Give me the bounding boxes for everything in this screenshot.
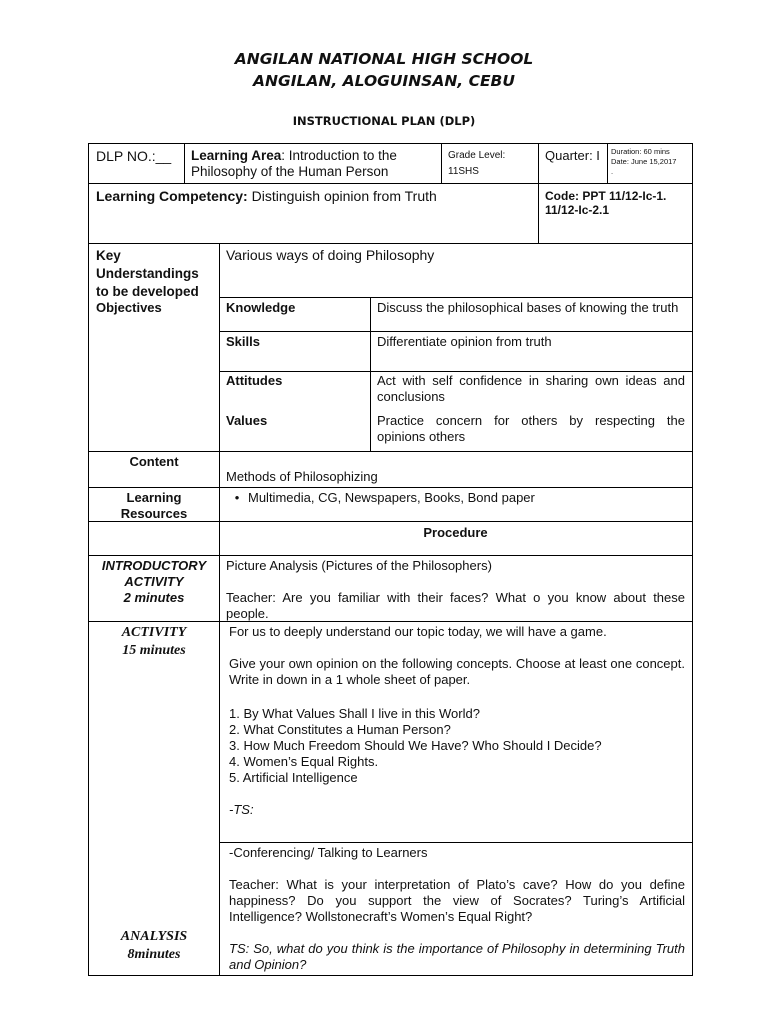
learning-area-label: Learning Area xyxy=(191,148,282,163)
objective-text-knowledge: Discuss the philosophical bases of knowing the truth xyxy=(377,300,679,315)
resources-value xyxy=(219,488,692,508)
introductory-line1: Picture Analysis (Pictures of the Philosophers) xyxy=(226,558,492,573)
plan-title: INSTRUCTIONAL PLAN (DLP) xyxy=(292,114,476,128)
analysis-line1: -Conferencing/ Talking to Learners xyxy=(229,845,428,860)
analysis-line2: Teacher: What is your interpretation of Plato’s cave? How do you define happiness? Do you support the view of Socrates? Turing’s Artificial Intelligence? Wollstonecraft’s Women’s Equal Right? xyxy=(229,877,685,924)
content-label: Content xyxy=(129,454,179,469)
duration-date xyxy=(607,146,692,178)
dlp-table xyxy=(88,143,693,976)
objective-domain-values: Values xyxy=(226,413,268,428)
learning-area-value: : Introduction to the Philosophy of the Human Person xyxy=(191,148,397,179)
activity-ts: -TS: xyxy=(229,802,254,817)
activity-questions xyxy=(229,706,685,786)
introductory-line2: Teacher: Are you familiar with their faces? What o you know about these people. xyxy=(226,590,685,621)
introductory-title: INTRODUCTORY ACTIVITY xyxy=(101,558,207,589)
objective-text-values: Practice concern for others by respecting the opinions others xyxy=(377,413,685,444)
objective-text-skills: Differentiate opinion from truth xyxy=(377,334,552,349)
activity-body xyxy=(222,622,692,820)
list-item: 2. What Constitutes a Human Person? xyxy=(229,722,451,737)
competency-value: Distinguish opinion from Truth xyxy=(247,188,437,204)
learning-area xyxy=(184,146,441,182)
grade-level-label: Grade Level: xyxy=(448,150,506,161)
list-item: 4. Women’s Equal Rights. xyxy=(229,754,379,769)
activity-instruction: Give your own opinion on the following concepts. Choose at least one concept. Write in down in a 1 whole sheet of paper. xyxy=(229,656,685,687)
objective-text-attitudes: Act with self confidence in sharing own ideas and conclusions xyxy=(377,373,685,404)
grade-level-value: 11SHS xyxy=(448,166,479,177)
resources-label: Learning Resources xyxy=(120,490,188,521)
duration: Duration: 60 mins xyxy=(611,147,670,156)
date: Date: June 15,2017 xyxy=(611,157,677,166)
resources-text: Multimedia, CG, Newspapers, Books, Bond paper xyxy=(248,490,535,505)
competency-code: Code: PPT 11/12-Ic-1. 11/12-Ic-2.1 xyxy=(545,189,667,217)
introductory-body xyxy=(219,556,692,624)
school-address: ANGILAN, ALOGUINSAN, CEBU xyxy=(253,72,515,90)
introductory-time: 2 minutes xyxy=(123,590,185,605)
dlp-number: DLP NO.:__ xyxy=(96,148,172,164)
grade-level xyxy=(441,147,538,181)
analysis-time: 8minutes xyxy=(127,947,181,962)
key-understandings-value: Various ways of doing Philosophy xyxy=(226,247,435,263)
learning-competency xyxy=(89,186,538,206)
key-understandings-label: Key Understandings to be developed xyxy=(96,248,199,299)
analysis-line3: TS: So, what do you think is the importance of Philosophy in determining Truth and Opinion? xyxy=(229,941,685,972)
introductory-label xyxy=(89,556,219,608)
list-item: 3. How Much Freedom Should We Have? Who Should I Decide? xyxy=(229,738,602,753)
objective-domain-knowledge: Knowledge xyxy=(226,300,296,315)
analysis-body xyxy=(222,843,692,975)
objectives-label: Objectives xyxy=(96,300,162,315)
list-item: 5. Artificial Intelligence xyxy=(229,770,358,785)
procedure-label: Procedure xyxy=(423,525,488,540)
quarter: Quarter: I xyxy=(545,148,600,163)
activity-label xyxy=(89,622,219,662)
objective-domain-attitudes: Attitudes xyxy=(226,373,283,388)
school-name: ANGILAN NATIONAL HIGH SCHOOL xyxy=(234,50,534,68)
activity-intro: For us to deeply understand our topic today, we will have a game. xyxy=(229,624,607,639)
analysis-label xyxy=(89,926,219,966)
analysis-title: ANALYSIS xyxy=(120,929,188,944)
list-item: 1. By What Values Shall I live in this World? xyxy=(229,706,480,721)
activity-time: 15 minutes xyxy=(122,643,186,658)
content-value: Methods of Philosophizing xyxy=(226,469,378,484)
competency-label: Learning Competency: xyxy=(96,188,248,204)
objective-domain-skills: Skills xyxy=(226,334,260,349)
date-dot: . xyxy=(611,167,614,176)
bullet-icon xyxy=(226,490,248,505)
activity-title: ACTIVITY xyxy=(121,625,187,640)
